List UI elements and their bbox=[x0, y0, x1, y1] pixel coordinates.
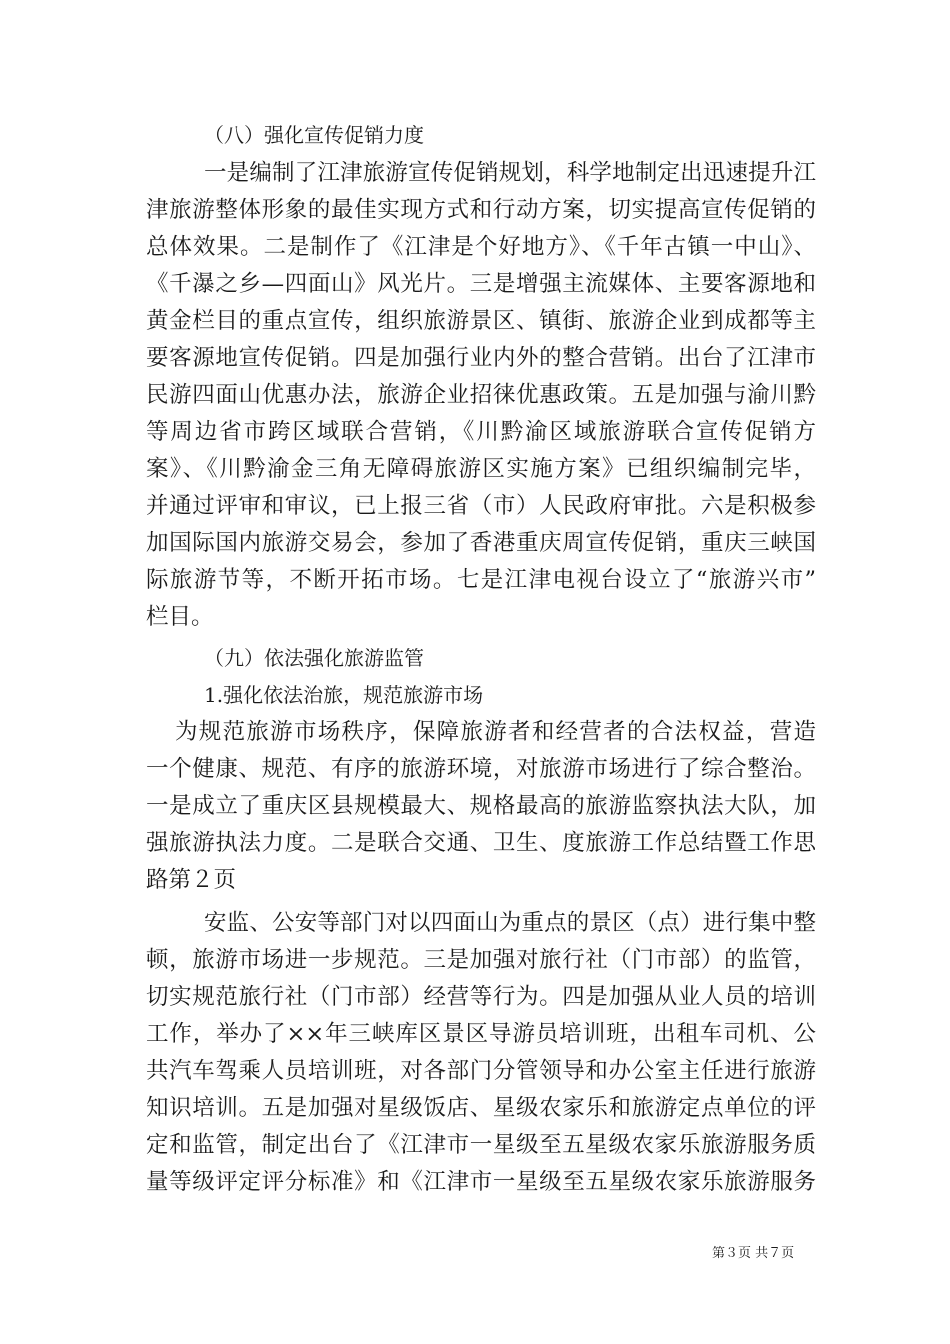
paragraph-line: 黄金栏目的重点宣传，组织旅游景区、镇街、旅游企业到成都等主 bbox=[146, 308, 816, 334]
paragraph-line: 际旅游节等，不断开拓市场。七是江津电视台设立了“旅游兴市” bbox=[146, 567, 816, 593]
paragraph-line: 强旅游执法力度。二是联合交通、卫生、度旅游工作总结暨工作思 bbox=[146, 830, 816, 856]
paragraph-line: 津旅游整体形象的最佳实现方式和行动方案，切实提高宣传促销的 bbox=[146, 197, 816, 223]
paragraph-line: 民游四面山优惠办法，旅游企业招徕优惠政策。五是加强与渝川黔 bbox=[146, 382, 816, 408]
paragraph-line: 顿，旅游市场进一步规范。三是加强对旅行社（门市部）的监管， bbox=[146, 947, 816, 973]
paragraph-line: 栏目。 bbox=[146, 604, 214, 630]
paragraph-line: 为规范旅游市场秩序，保障旅游者和经营者的合法权益，营造 bbox=[175, 719, 816, 745]
paragraph-line: 定和监管，制定出台了《江津市一星级至五星级农家乐旅游服务质 bbox=[146, 1132, 816, 1158]
paragraph-line: 知识培训。五是加强对星级饭店、星级农家乐和旅游定点单位的评 bbox=[146, 1095, 816, 1121]
paragraph-line: 一个健康、规范、有序的旅游环境，对旅游市场进行了综合整治。 bbox=[146, 756, 816, 782]
paragraph-line: 路第２页 bbox=[146, 867, 237, 893]
subsection-heading-1: 1.强化依法治旅，规范旅游市场 bbox=[204, 683, 484, 707]
paragraph-line: 等周边省市跨区域联合营销，《川黔渝区域旅游联合宣传促销方 bbox=[146, 419, 816, 445]
paragraph-line: 要客源地宣传促销。四是加强行业内外的整合营销。出台了江津市 bbox=[146, 345, 816, 371]
paragraph-line: 切实规范旅行社（门市部）经营等行为。四是加强从业人员的培训 bbox=[146, 984, 816, 1010]
paragraph-line: 共汽车驾乘人员培训班，对各部门分管领导和办公室主任进行旅游 bbox=[146, 1058, 816, 1084]
paragraph-line: 一是编制了江津旅游宣传促销规划，科学地制定出迅速提升江 bbox=[204, 160, 816, 186]
paragraph-line: 工作，举办了××年三峡库区景区导游员培训班，出租车司机、公 bbox=[146, 1021, 816, 1047]
paragraph-line: 案》、《川黔渝金三角无障碍旅游区实施方案》已组织编制完毕， bbox=[146, 456, 816, 482]
paragraph-line: 《千瀑之乡—四面山》风光片。三是增强主流媒体、主要客源地和 bbox=[146, 271, 816, 297]
section-heading-9: （九）依法强化旅游监管 bbox=[204, 646, 424, 670]
paragraph-line: 安监、公安等部门对以四面山为重点的景区（点）进行集中整 bbox=[204, 910, 816, 936]
paragraph-line: 量等级评定评分标准》和《江津市一星级至五星级农家乐旅游服务 bbox=[146, 1169, 816, 1195]
paragraph-line: 并通过评审和审议，已上报三省（市）人民政府审批。六是积极参 bbox=[146, 493, 816, 519]
paragraph-line: 总体效果。二是制作了《江津是个好地方》、《千年古镇一中山》、 bbox=[146, 234, 816, 260]
paragraph-line: 加国际国内旅游交易会，参加了香港重庆周宣传促销，重庆三峡国 bbox=[146, 530, 816, 556]
section-heading-8: （八）强化宣传促销力度 bbox=[204, 123, 424, 147]
page-number-footer: 第３页 共７页 bbox=[712, 1246, 795, 1261]
paragraph-line: 一是成立了重庆区县规模最大、规格最高的旅游监察执法大队，加 bbox=[146, 793, 816, 819]
